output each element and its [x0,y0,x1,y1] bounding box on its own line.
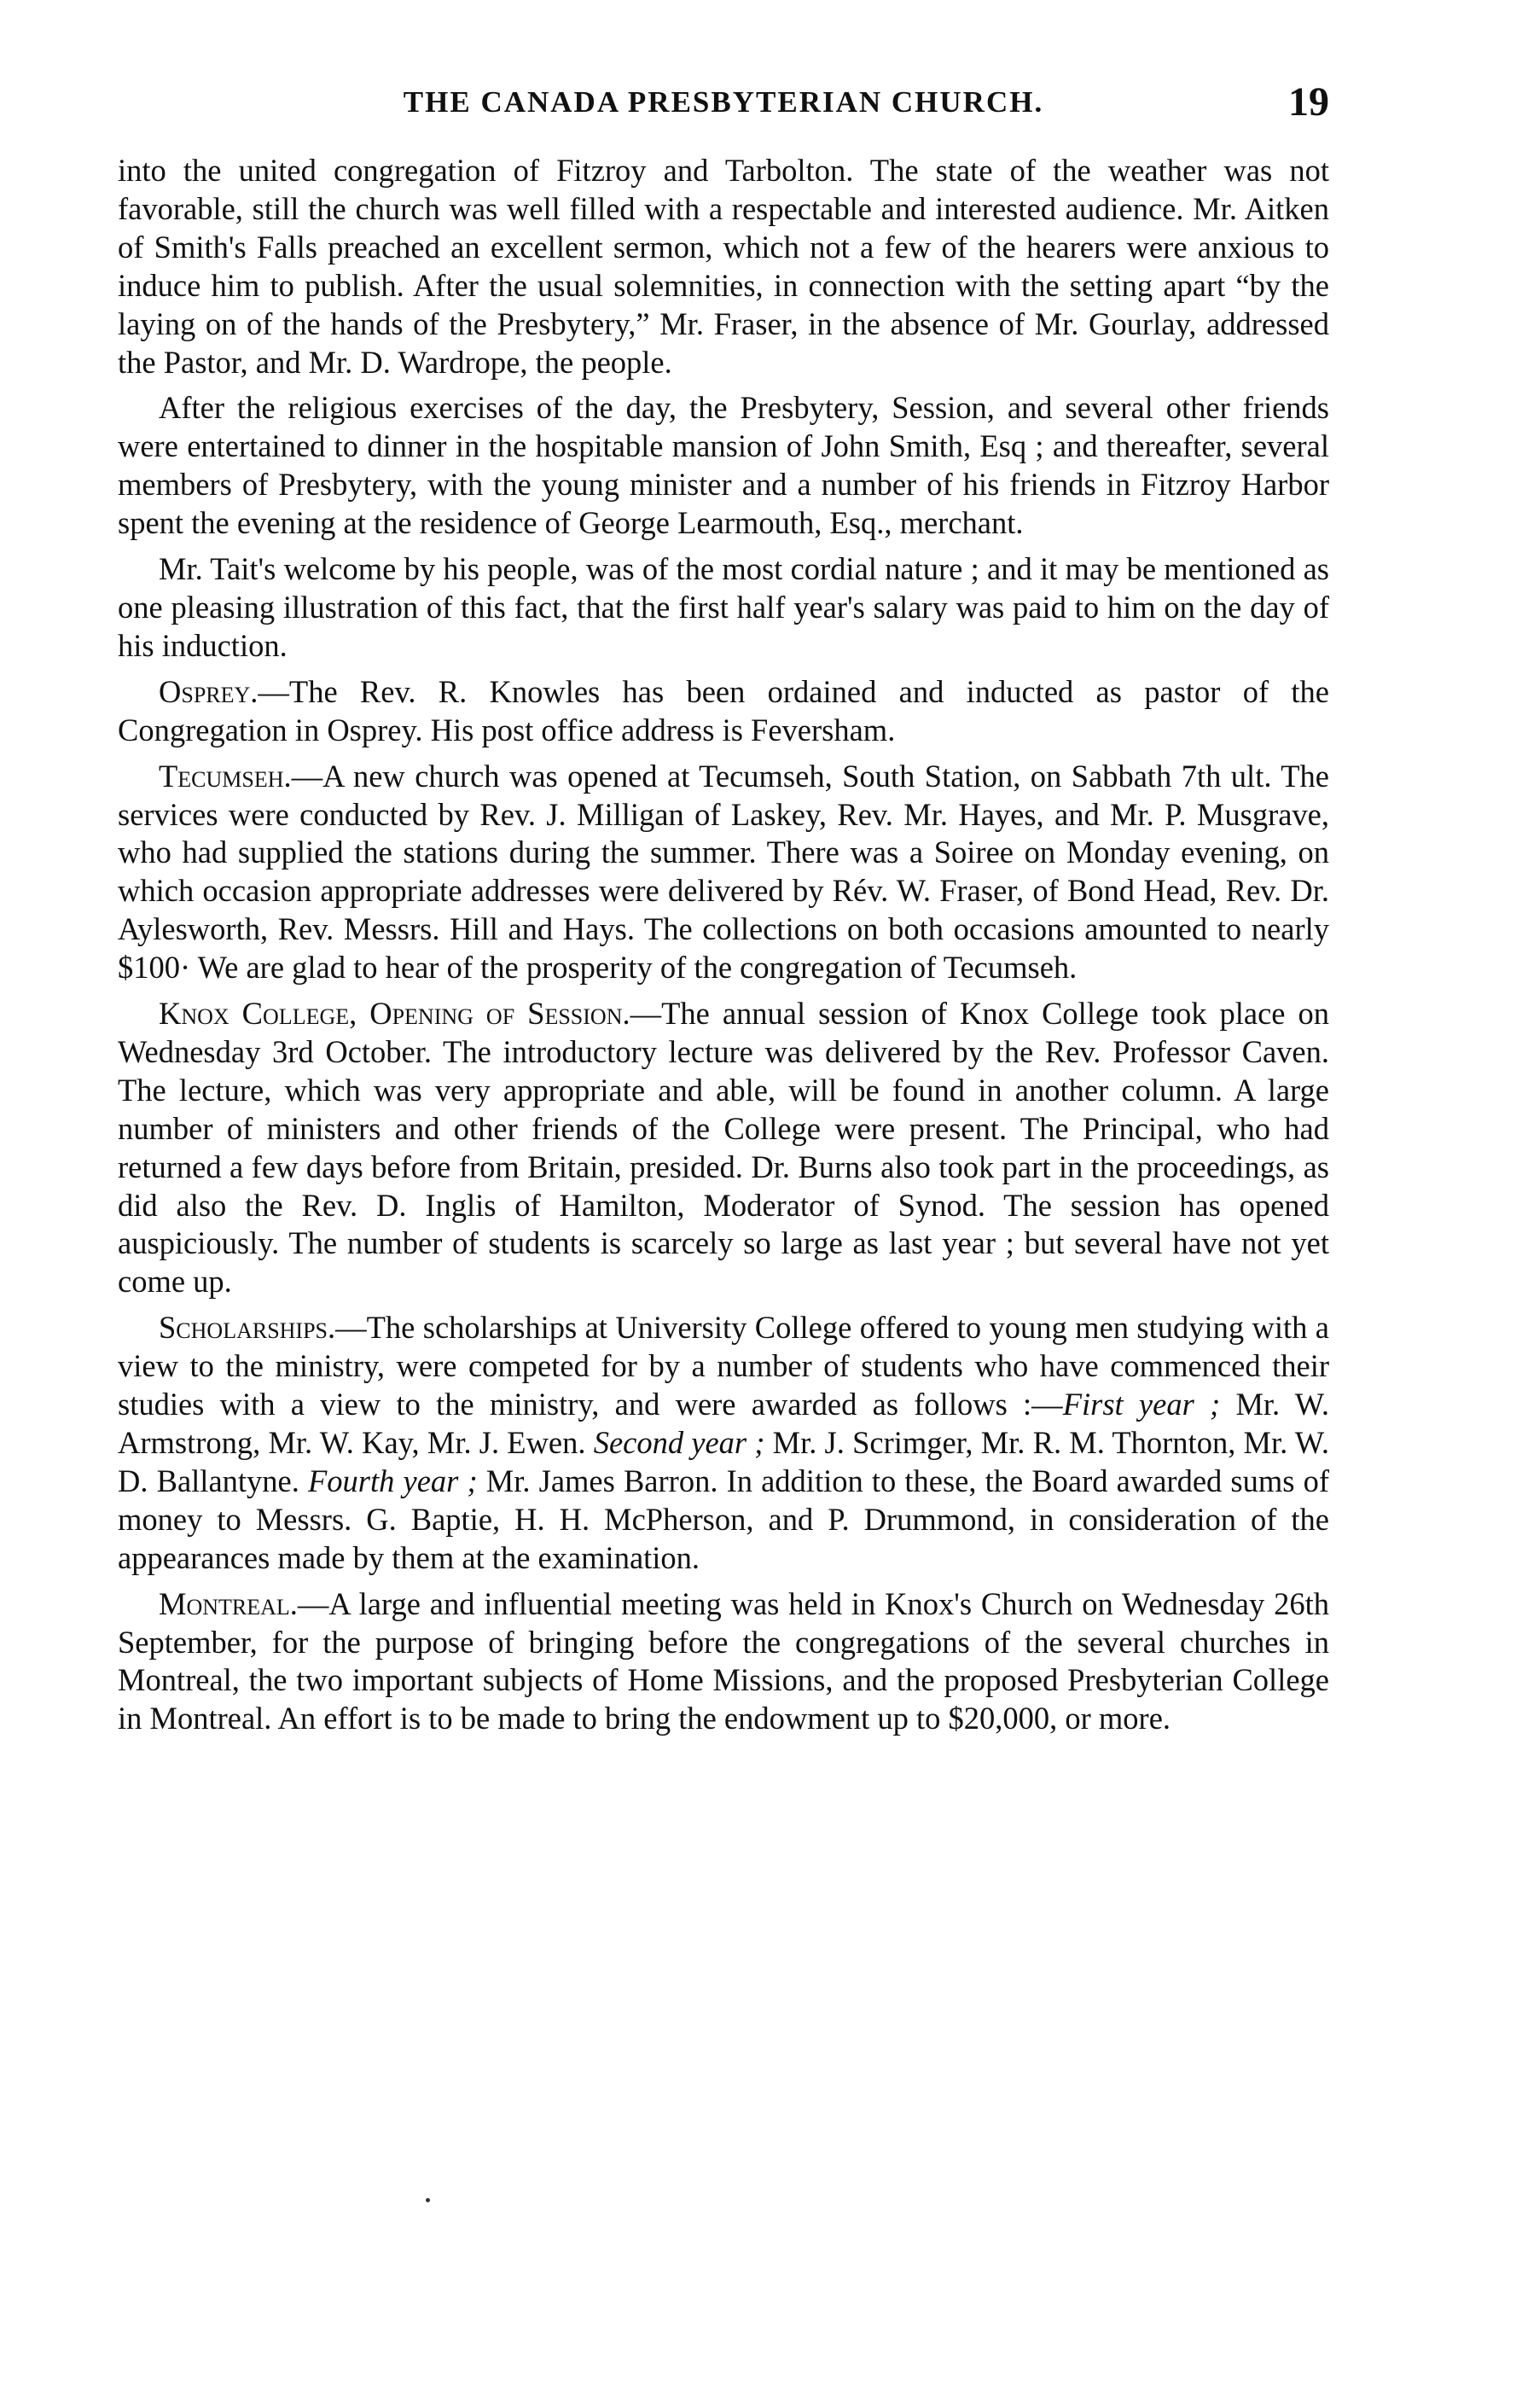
paragraph-montreal [118,1585,1329,1739]
second-year-label: Second year ; [593,1425,765,1460]
paragraph-osprey-text: —The Rev. R. Knowles has been ordained and inducted as pastor of the Congregation in Osprey. His post office address is Feversham. [118,673,1329,747]
fourth-year-label: Fourth year ; [307,1463,478,1498]
section-heading-tecumseh: Tecumseh. [159,758,292,794]
first-year-label: First year ; [1062,1387,1221,1422]
section-heading-osprey: Osprey. [159,673,259,709]
scholarships-intro: —The scholarships at University College offered to young men studying with a view to the ministry, were competed for by a number of students who have commenced their studies with a view to the ministry, and were awarded as follows :— [118,1310,1329,1422]
paragraph-knox-college-text: —The annual session of Knox College took place on Wednesday 3rd October. The introductory lecture was delivered by the Rev. Professor Caven. The lecture, which was very appropriate and able, will be found in another column. A large number of ministers and other friends of the College were present. The Principal, who had returned a few days before from Britain, presided. Dr. Burns also took part in the proceedings, as did also the Rev. D. Inglis of Hamilton, Moderator of Synod. The session has opened auspiciously. The number of students is scarcely so large as last year ; but several have not yet come up. [118,996,1329,1300]
running-title: THE CANADA PRESBYTERIAN CHURCH. [403,85,1044,119]
page-header [118,79,1329,130]
section-heading-scholarships: Scholarships. [159,1310,336,1346]
paragraph-knox-college [118,995,1329,1301]
paragraph-tecumseh [118,758,1329,987]
fourth-year-names: Mr. James Barron. In addition to these, the Board awarded sums of money to Messrs. G. Baptie, H. H. McPherson, and P. Drummond, in consideration of the appearances made by them at the examination. [118,1463,1329,1575]
paragraph-montreal-text: —A large and influential meeting was held in Knox's Church on Wednesday 26th September, for the purpose of bringing before the congregations of the several churches in Montreal, the two important subjects of Home Missions, and the proposed Presbyterian College in Montreal. An effort is to be made to bring the endowment up to $20,000, or more. [118,1585,1329,1736]
paragraph-dinner: After the religious exercises of the day, the Presbytery, Session, and several other friends were entertained to dinner in the hospitable mansion of John Smith, Esq ; and thereafter, several members of Presbytery, with the young minister and a number of his friends in Fitzroy Harbor spent the evening at the residence of George Learmouth, Esq., merchant. [118,390,1329,541]
paragraph-fitzroy-induction: into the united congregation of Fitzroy and Tarbolton. The state of the weather was not favorable, still the church was well filled with a respectable and interested audience. Mr. Aitken of Smith's Falls preached an excellent sermon, which not a few of the hearers were anxious to induce him to publish. After the usual solemnities, in connection with the setting apart “by the laying on of the hands of the Presbytery,” Mr. Fraser, in the absence of Mr. Gourlay, addressed the Pastor, and Mr. D. Wardrope, the people. [118,153,1329,380]
paragraph-tecumseh-text: —A new church was opened at Tecumseh, South Station, on Sabbath 7th ult. The services were conducted by Rev. J. Milligan of Laskey, Rev. Mr. Hayes, and Mr. P. Musgrave, who had supplied the stations during the summer. There was a Soiree on Monday evening, on which occasion appropriate addresses were delivered by Rév. W. Fraser, of Bond Head, Rev. Dr. Aylesworth, Rev. Messrs. Hill and Hays. The collections on both occasions amounted to nearly $100· We are glad to hear of the prosperity of the congregation of Tecumseh. [118,758,1329,986]
page-number: 19 [1288,79,1329,125]
second-year-names: Mr. J. Scrimger, Mr. R. M. Thornton, Mr. W. D. Ballantyne. [118,1425,1329,1498]
article-body [118,152,1329,1746]
first-year-names: Mr. W. Armstrong, Mr. W. Kay, Mr. J. Ewen. [118,1387,1329,1460]
ink-speck [426,2198,430,2202]
paragraph-welcome: Mr. Tait's welcome by his people, was of the most cordial nature ; and it may be mentioned as one pleasing illustration of this fact, that the first half year's salary was paid to him on the day of his induction. [118,551,1329,663]
section-heading-knox-college: Knox College, Opening of Session. [159,996,630,1032]
paragraph-osprey [118,673,1329,750]
section-heading-montreal: Montreal. [159,1585,298,1621]
paragraph-scholarships [118,1309,1329,1577]
